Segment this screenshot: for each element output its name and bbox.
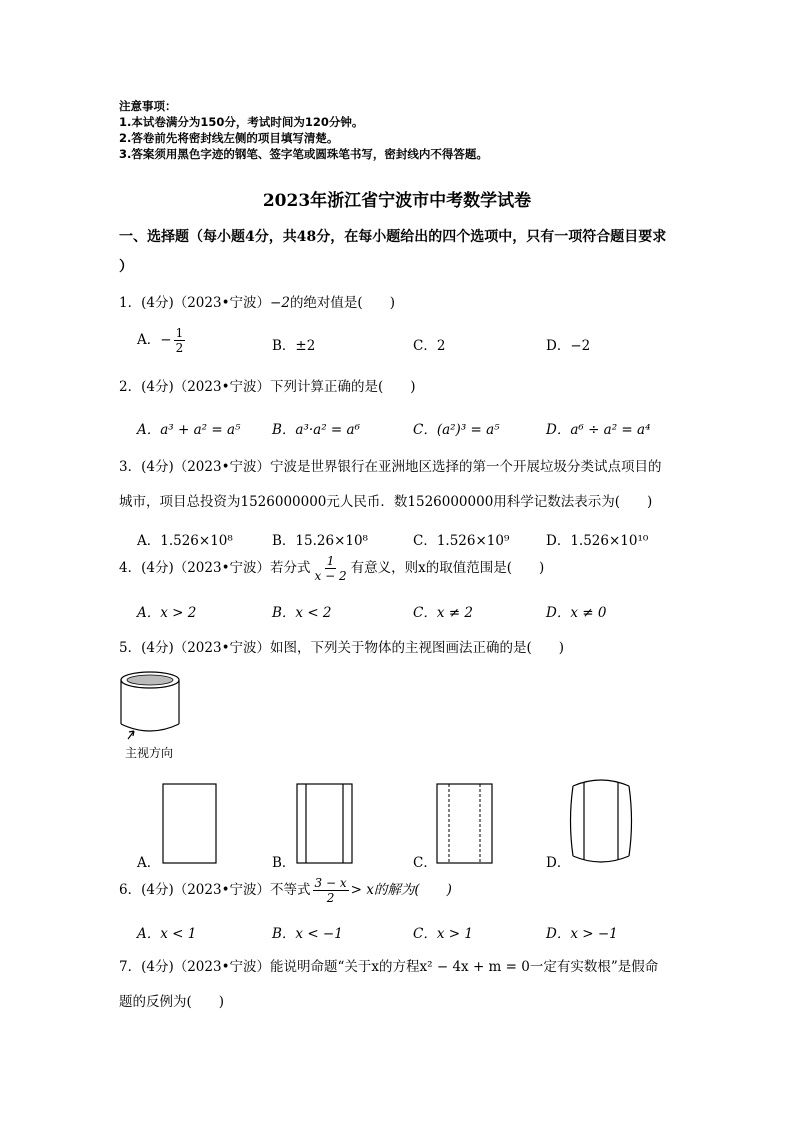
- q3-option-d: D．1.526×10¹⁰: [546, 533, 649, 549]
- q5-option-c: C．: [413, 855, 437, 871]
- direction-label: 主视方向: [125, 746, 174, 760]
- q1-option-d: D．−2: [546, 338, 591, 354]
- q6-option-a: A．x < 1: [137, 926, 197, 942]
- fraction-numerator: 1: [326, 554, 335, 568]
- page-title: 2023年浙江省宁波市中考数学试卷: [262, 191, 532, 211]
- q5-option-d: D．: [546, 855, 571, 871]
- q1-option-b: B．±2: [272, 338, 316, 354]
- section-heading: 一、选择题（每小题4分，共48分，在每小题给出的四个选项中，只有一项符合题目要求: [119, 229, 667, 245]
- q2-option-d: D．a⁶ ÷ a² = a⁴: [546, 422, 651, 438]
- q4-option-a: A．x > 2: [137, 605, 197, 621]
- fraction-denominator: 2: [326, 891, 335, 905]
- q4-option-c: C．x ≠ 2: [413, 605, 473, 621]
- q1-option-a-label: A．: [137, 332, 161, 348]
- q1-text: 的绝对值是( ): [289, 295, 395, 311]
- fraction-denominator: 2: [175, 341, 184, 355]
- q6-option-d: D．x > −1: [546, 926, 618, 942]
- q5-option-d-figure: [568, 774, 634, 868]
- question-3-line-2: 城市，项目总投资为1526000000元人民币．数1526000000用科学记数法表示为( ): [119, 494, 653, 510]
- question-7-line-2: 题的反例为( ): [119, 994, 225, 1010]
- q1-option-a-fraction: [174, 326, 186, 355]
- question-6: [119, 876, 452, 905]
- section-heading-cont: ）: [119, 259, 133, 275]
- question-4: [119, 554, 544, 583]
- q1-expr: −2: [270, 295, 290, 311]
- question-3-line-1: 3．(4分)（2023•宁波）宁波是世界银行在亚洲地区选择的第一个开展垃圾分类试点项目的: [119, 459, 662, 475]
- notice-heading: 注意事项：: [119, 99, 177, 113]
- question-2: 2．(4分)（2023•宁波）下列计算正确的是( ): [119, 379, 416, 395]
- notice-item-2: 2.答卷前先将密封线左侧的项目填写清楚。: [119, 131, 339, 145]
- fraction-numerator: 3 − x: [314, 876, 347, 890]
- q3-option-b: B．15.26×10⁸: [272, 533, 368, 549]
- q2-option-c: C．(a²)³ = a⁵: [413, 422, 500, 438]
- q4-prefix: 4．(4分)（2023•宁波）若分式: [119, 560, 311, 576]
- q6-suffix: > x的解为( ): [350, 882, 452, 898]
- q3-option-a: A．1.526×10⁸: [137, 533, 233, 549]
- q3-option-c: C．1.526×10⁹: [413, 533, 510, 549]
- fraction-denominator: x − 2: [314, 569, 347, 583]
- q5-option-a-figure: [162, 783, 218, 865]
- q2-option-b: B．a³·a² = a⁶: [272, 422, 360, 438]
- notice-item-1: 1.本试卷满分为150分，考试时间为120分钟。: [119, 115, 364, 129]
- q4-option-b: B．x < 2: [272, 605, 332, 621]
- q1-option-a-sign: −: [160, 332, 172, 348]
- q5-option-b-figure: [296, 783, 354, 865]
- q6-option-b: B．x < −1: [272, 926, 343, 942]
- q4-fraction: [313, 554, 349, 583]
- q5-option-b: B．: [272, 855, 296, 871]
- fraction-numerator: 1: [175, 326, 184, 340]
- q2-option-a: A．a³ + a² = a⁵: [137, 422, 241, 438]
- cylinder-figure: [114, 668, 186, 740]
- q1-option-c: C．2: [413, 338, 446, 354]
- question-7-line-1: 7．(4分)（2023•宁波）能说明命题“关于x的方程x² − 4x + m = 0一定有实数根”是假命: [119, 959, 659, 975]
- q6-fraction: [313, 876, 349, 905]
- q6-prefix: 6．(4分)（2023•宁波）不等式: [119, 882, 311, 898]
- q4-option-d: D．x ≠ 0: [546, 605, 607, 621]
- q1-option-a: [137, 326, 187, 355]
- q4-suffix: 有意义，则x的取值范围是( ): [350, 560, 545, 576]
- q6-option-c: C．x > 1: [413, 926, 473, 942]
- question-5: 5．(4分)（2023•宁波）如图，下列关于物体的主视图画法正确的是( ): [119, 640, 565, 656]
- notice-item-3: 3.答案须用黑色字迹的钢笔、签字笔或圆珠笔书写，密封线内不得答题。: [119, 147, 488, 161]
- question-1: [119, 291, 395, 311]
- q5-option-a: A．: [137, 855, 161, 871]
- q5-option-c-figure: [436, 783, 494, 865]
- q1-prefix: 1．(4分)（2023•宁波）: [119, 295, 271, 311]
